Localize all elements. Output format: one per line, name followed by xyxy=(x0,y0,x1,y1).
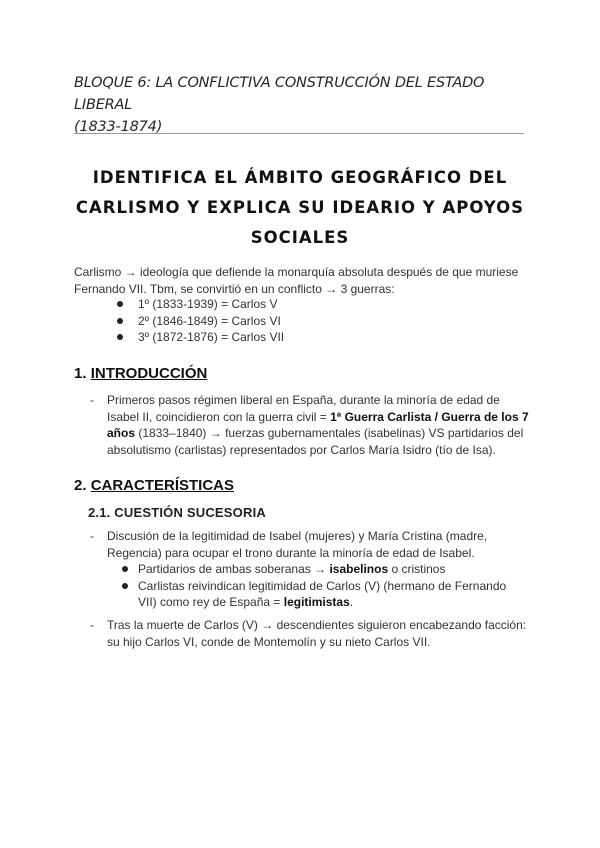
bloque-line-2: (1833-1874) xyxy=(74,119,163,135)
bullet-text: Discusión de la legitimidad de Isabel (mujeres) y María Cristina (madre, Regencia) para ocupar el trono durante la minoría de edad de Isabel. xyxy=(107,529,488,560)
list-item xyxy=(114,329,284,346)
dash-marker: - xyxy=(90,529,94,543)
list-item xyxy=(114,313,284,330)
war-item-text: 1º (1833-1939) = Carlos V xyxy=(138,297,278,311)
sucesoria-bullet-2 xyxy=(90,617,530,650)
subsection-heading: 2.1. CUESTIÓN SUCESORIA xyxy=(88,505,266,520)
text-run: Carlistas reivindican legitimidad de Carlos (V) (hermano de Fernando VII) como rey de España = xyxy=(138,578,507,609)
war-item-text: 3º (1872-1876) = Carlos VII xyxy=(138,330,285,344)
sucesoria-sub-list xyxy=(122,561,522,611)
bullet-dot-icon xyxy=(122,566,128,572)
list-item xyxy=(122,561,522,578)
text-run: (1833–1840) → fuerzas gubernamentales (isabelinas) VS partidarios del absolutismo (carlistas) representados por Carlos María Isidro (tío de Isa). xyxy=(107,426,524,457)
bold-text-run: 1ª Guerra Carlista / Guerra de los 7 años xyxy=(107,409,529,440)
title-line-1: IDENTIFICA EL ÁMBITO GEOGRÁFICO DEL xyxy=(92,168,508,187)
horizontal-divider xyxy=(74,133,524,134)
bold-text-run: legitimistas xyxy=(283,595,350,609)
section-heading-caracteristicas xyxy=(74,476,234,496)
bullet-dot-icon xyxy=(122,583,128,589)
introduccion-bullet xyxy=(90,392,530,458)
bullet-dot-icon xyxy=(117,301,123,307)
bullet-dot-icon xyxy=(117,318,123,324)
page-title xyxy=(60,163,540,253)
intro-line-1: Carlismo → ideología que defiende la monarquía absoluta después de que muriese xyxy=(74,265,519,279)
wars-list xyxy=(114,296,284,346)
dash-marker: - xyxy=(90,618,94,632)
section-heading-introduccion xyxy=(74,364,207,384)
sucesoria-bullet-1 xyxy=(90,528,530,561)
text-run: o cristinos xyxy=(388,562,446,576)
section-number: 1. xyxy=(74,365,87,382)
section-title: INTRODUCCIÓN xyxy=(90,365,208,382)
dash-marker: - xyxy=(90,393,94,407)
bullet-dot-icon xyxy=(117,334,123,340)
text-run: Primeros pasos régimen liberal en España, durante la minoría de edad de Isabel II, coincidieron con la guerra civil = xyxy=(107,393,500,424)
text-run: . xyxy=(349,595,354,609)
title-line-3: SOCIALES xyxy=(250,228,350,247)
list-item xyxy=(122,578,522,611)
bloque-header xyxy=(74,72,534,138)
title-line-2: CARLISMO Y EXPLICA SU IDEARIO Y APOYOS xyxy=(75,198,525,217)
bullet-text xyxy=(107,392,530,458)
intro-paragraph xyxy=(74,264,534,297)
bloque-line-1: BLOQUE 6: LA CONFLICTIVA CONSTRUCCIÓN DEL ESTADO LIBERAL xyxy=(74,75,485,113)
text-run: Partidarios de ambas soberanas → xyxy=(138,562,330,576)
bold-text-run: isabelinos xyxy=(329,562,389,576)
section-number: 2. xyxy=(74,477,87,494)
section-title: CARACTERÍSTICAS xyxy=(90,477,235,494)
intro-line-2: Fernando VII. Tbm, se convirtió en un conflicto → 3 guerras: xyxy=(74,281,395,296)
bullet-text: Tras la muerte de Carlos (V) → descendientes siguieron encabezando facción: su hijo Carlos VI, conde de Montemolín y su nieto Carlos VII. xyxy=(107,618,527,649)
list-item xyxy=(114,296,284,313)
war-item-text: 2º (1846-1849) = Carlos VI xyxy=(138,313,281,328)
